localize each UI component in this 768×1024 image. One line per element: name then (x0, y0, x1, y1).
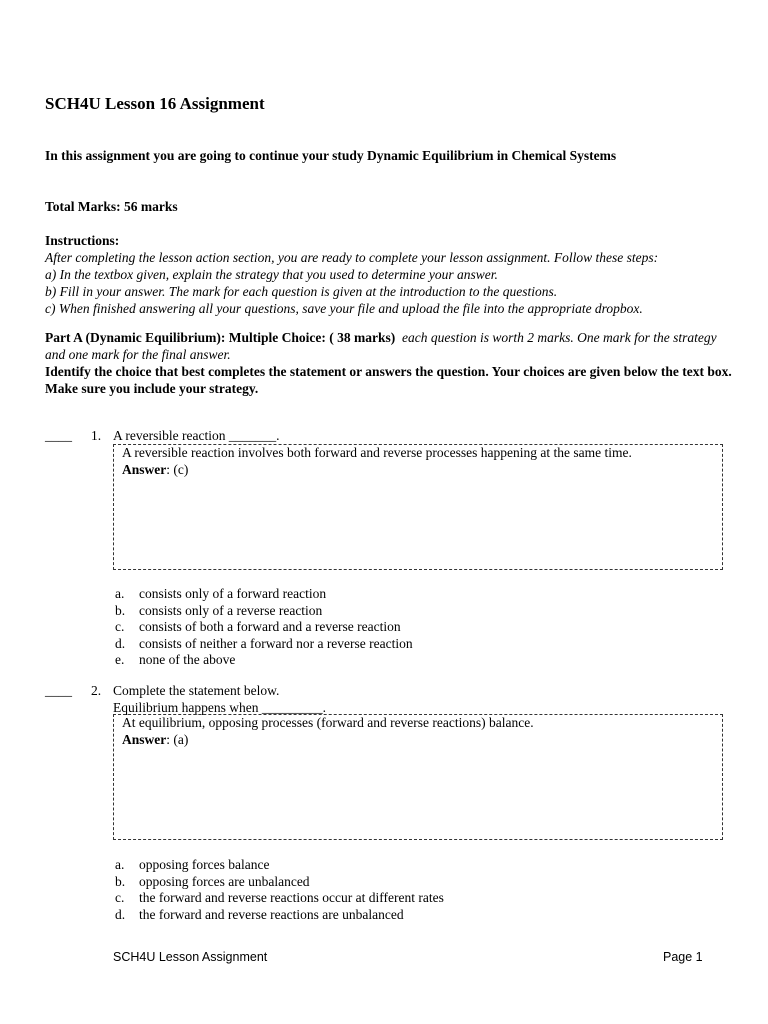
choice-letter: a. (115, 586, 125, 601)
choice-text: consists of both a forward and a reverse reaction (139, 619, 401, 635)
choice-item (115, 619, 413, 636)
choice-item (115, 586, 413, 603)
question-1-answer-blank[interactable]: ____ (45, 428, 72, 443)
question-1-prompt: A reversible reaction _______. (113, 428, 280, 443)
choice-letter: c. (115, 619, 125, 635)
choice-item (115, 603, 413, 620)
page-title: SCH4U Lesson 16 Assignment (45, 94, 265, 113)
choice-letter: a. (115, 857, 125, 872)
answer-value: : (a) (166, 731, 189, 747)
part-a-directions: Identify the choice that best completes the statement or answers the question. Your choices are given below the text box. Make sure you include your strategy. (45, 364, 732, 396)
choice-text: consists only of a reverse reaction (139, 602, 323, 618)
question-1-choices (115, 586, 413, 669)
instruction-line: b) Fill in your answer. The mark for each question is given at the introduction to the questions. (45, 284, 558, 299)
question-2-explanation: At equilibrium, opposing processes (forward and reverse reactions) balance. (122, 715, 534, 730)
instructions-heading: Instructions: (45, 233, 120, 248)
choice-item (115, 907, 444, 924)
choice-letter: d. (115, 635, 126, 651)
question-1-answer (122, 462, 714, 479)
choice-item (115, 652, 413, 669)
choice-item (115, 857, 444, 874)
choice-text: opposing forces are unbalanced (139, 873, 310, 889)
choice-text: consists only of a forward reaction (139, 586, 327, 601)
question-1-answer-textbox[interactable] (113, 444, 723, 570)
question-2-prompt (113, 683, 326, 716)
question-2-choices (115, 857, 444, 923)
total-marks: Total Marks: 56 marks (45, 199, 178, 214)
choice-text: opposing forces balance (139, 857, 270, 872)
choice-letter: b. (115, 873, 126, 889)
instruction-line: After completing the lesson action section, you are ready to complete your lesson assignment. Follow these steps: (45, 250, 659, 265)
answer-label: Answer (122, 461, 167, 477)
instruction-line: a) In the textbox given, explain the strategy that you used to determine your answer. (45, 267, 498, 282)
choice-text: the forward and reverse reactions are unbalanced (139, 906, 404, 922)
question-2-prompt-line: Equilibrium happens when _________. (113, 699, 326, 715)
part-a-note: each question is worth 2 marks. One mark for the strategy and one mark for the final answer. (45, 330, 717, 362)
question-2-prompt-line: Complete the statement below. (113, 683, 280, 698)
choice-letter: b. (115, 602, 126, 618)
question-2-number: 2. (91, 683, 102, 698)
question-2-answer-blank[interactable]: ____ (45, 683, 72, 698)
assignment-intro: In this assignment you are going to continue your study Dynamic Equilibrium in Chemical Systems (45, 148, 617, 163)
question-2-answer-textbox[interactable] (113, 714, 723, 840)
question-1-explanation: A reversible reaction involves both forward and reverse processes happening at the same time. (122, 445, 632, 460)
part-a-heading: Part A (Dynamic Equilibrium): Multiple Choice: ( 38 marks) (45, 330, 396, 345)
choice-letter: d. (115, 906, 126, 922)
choice-item (115, 874, 444, 891)
answer-value: : (c) (166, 461, 189, 477)
part-a-block (45, 329, 735, 397)
answer-label: Answer (122, 731, 167, 747)
choice-text: none of the above (139, 652, 236, 668)
instruction-line: c) When finished answering all your questions, save your file and upload the file into the appropriate dropbox. (45, 301, 643, 316)
choice-letter: c. (115, 890, 125, 906)
instructions-block (45, 232, 735, 317)
footer-title: SCH4U Lesson Assignment (113, 950, 268, 964)
choice-item (115, 890, 444, 907)
choice-letter: e. (115, 652, 125, 668)
choice-item (115, 636, 413, 653)
choice-text: the forward and reverse reactions occur at different rates (139, 890, 444, 906)
footer-page-number: Page 1 (663, 950, 703, 964)
question-2-answer (122, 732, 714, 749)
question-1-number: 1. (91, 428, 102, 443)
choice-text: consists of neither a forward nor a reverse reaction (139, 635, 413, 651)
